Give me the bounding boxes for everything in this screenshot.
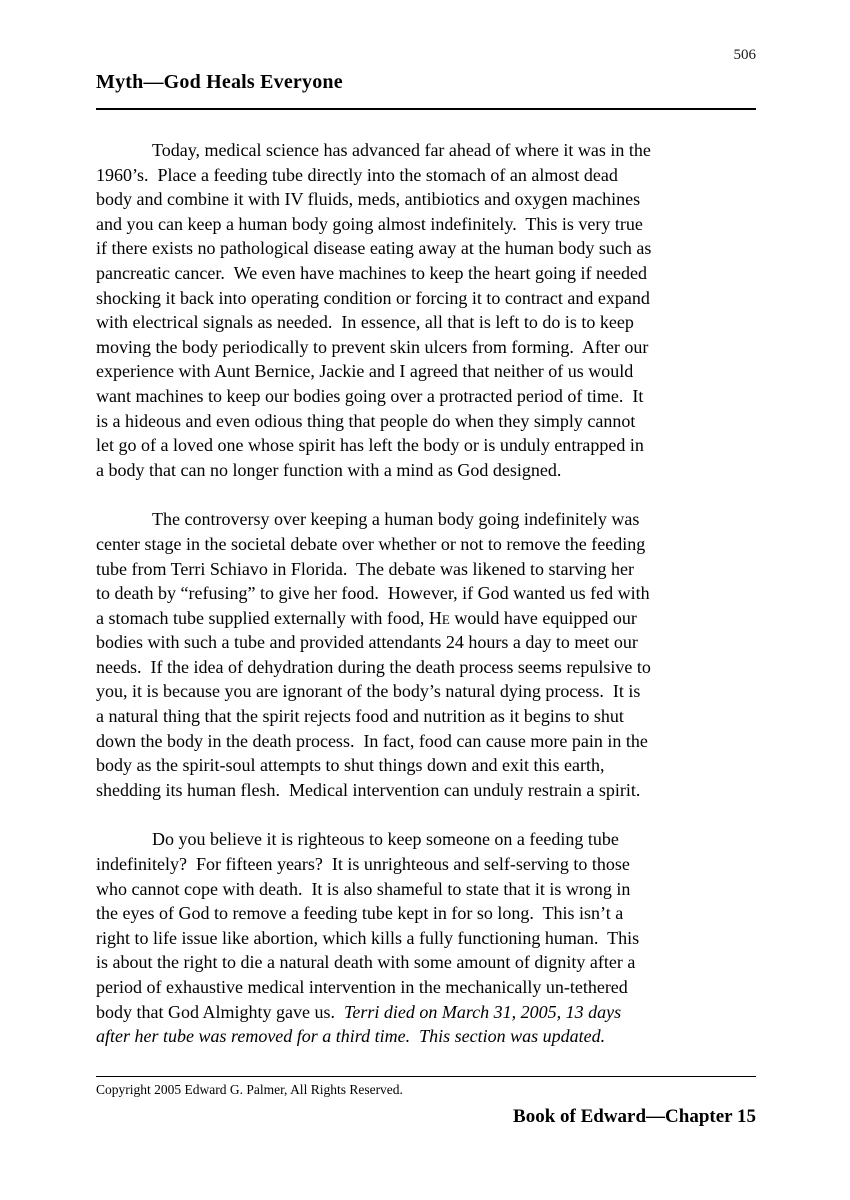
text-run: shocking it back into operating condition or forcing it to contract and expand [96,287,650,308]
text-line [96,384,756,409]
text-line [96,778,756,803]
text-line [96,655,756,680]
text-run: want machines to keep our bodies going over a protracted period of time. It [96,385,644,406]
text-run: down the body in the death process. In fact, food can cause more pain in the [96,730,648,751]
text-run: The controversy over keeping a human body going indefinitely was [152,509,640,530]
copyright-notice: Copyright 2005 Edward G. Palmer, All Rights Reserved. [96,1081,403,1097]
text-line [96,286,756,311]
text-run: needs. If the idea of dehydration during the death process seems repulsive to [96,656,651,677]
paragraph [96,138,756,482]
text-run: 1960’s. Place a feeding tube directly into the stomach of an almost dead [96,164,618,185]
text-line [96,138,756,163]
smallcaps-text-run: He [428,607,450,628]
text-line [96,852,756,877]
text-line [96,950,756,975]
text-line [96,901,756,926]
text-line [96,753,756,778]
text-run: a natural thing that the spirit rejects food and nutrition as it begins to shut [96,706,624,727]
text-run: right to life issue like abortion, which kills a fully functioning human. This [96,927,640,948]
text-run: to death by “refusing” to give her food. However, if God wanted us fed with [96,583,650,604]
text-line [96,409,756,434]
text-line [96,606,756,631]
text-run: is a hideous and even odious thing that people do when they simply cannot [96,410,636,431]
text-line [96,926,756,951]
text-line [96,163,756,188]
text-run: Do you believe it is righteous to keep someone on a feeding tube [152,829,619,850]
text-run: if there exists no pathological disease eating away at the human body such as [96,238,652,259]
text-line [96,1024,756,1049]
footer-divider [96,1076,756,1077]
text-run: who cannot cope with death. It is also shameful to state that it is wrong in [96,878,631,899]
text-run: shedding its human flesh. Medical intervention can unduly restrain a spirit. [96,779,641,800]
text-line [96,359,756,384]
text-run: bodies with such a tube and provided attendants 24 hours a day to meet our [96,632,638,653]
text-run: body and combine it with IV fluids, meds, antibiotics and oxygen machines [96,189,641,210]
text-run: the eyes of God to remove a feeding tube kept in for so long. This isn’t a [96,903,624,924]
text-run: experience with Aunt Bernice, Jackie and I agreed that neither of us would [96,361,634,382]
italic-text-run: after her tube was removed for a third time. This section was updated. [96,1026,606,1047]
text-line [96,557,756,582]
text-line [96,1000,756,1025]
page-number: 506 [733,47,756,63]
text-run: you, it is because you are ignorant of the body’s natural dying process. It is [96,681,641,702]
text-line [96,877,756,902]
text-run: period of exhaustive medical intervention in the mechanically un-tethered [96,977,628,997]
text-run: would have equipped our [449,607,637,628]
paragraph [96,827,756,1048]
text-line [96,187,756,212]
page-title: Myth—God Heals Everyone [96,71,343,93]
text-line [96,458,756,483]
text-line [96,532,756,557]
text-run: and you can keep a human body going almost indefinitely. This is very true [96,213,643,234]
text-line [96,261,756,286]
text-run: body that God Almighty gave us. [96,1001,344,1022]
book-chapter-title: Book of Edward—Chapter 15 [513,1105,756,1127]
text-line [96,729,756,754]
text-run: with electrical signals as needed. In essence, all that is left to do is to keep [96,312,634,333]
text-line [96,212,756,237]
text-line [96,507,756,532]
text-line [96,704,756,729]
text-line [96,310,756,335]
text-run: is about the right to die a natural death with some amount of dignity after a [96,952,636,973]
italic-text-run: Terri died on March 31, 2005, 13 days [343,1001,622,1022]
text-run: let go of a loved one whose spirit has left the body or is unduly entrapped in [96,435,644,456]
text-line [96,335,756,360]
text-line [96,827,756,852]
text-run: moving the body periodically to prevent skin ulcers from forming. After our [96,336,649,357]
text-run: a stomach tube supplied externally with food, [96,607,429,628]
paragraph [96,507,756,802]
text-run: Today, medical science has advanced far ahead of where it was in the [152,140,651,160]
text-run: center stage in the societal debate over whether or not to remove the feeding [96,533,646,554]
text-line [96,975,756,1000]
header-divider [96,108,756,110]
body-text [96,138,756,1049]
text-line [96,433,756,458]
page-content [96,0,756,1129]
text-line [96,236,756,261]
text-line [96,581,756,606]
text-run: tube from Terri Schiavo in Florida. The debate was likened to starving her [96,558,634,579]
text-run: a body that can no longer function with a mind as God designed. [96,459,562,480]
text-run: indefinitely? For fifteen years? It is unrighteous and self-serving to those [96,854,630,875]
text-line [96,630,756,655]
text-line [96,679,756,704]
text-run: pancreatic cancer. We even have machines to keep the heart going if needed [96,262,647,283]
text-run: body as the spirit-soul attempts to shut things down and exit this earth, [96,755,605,776]
